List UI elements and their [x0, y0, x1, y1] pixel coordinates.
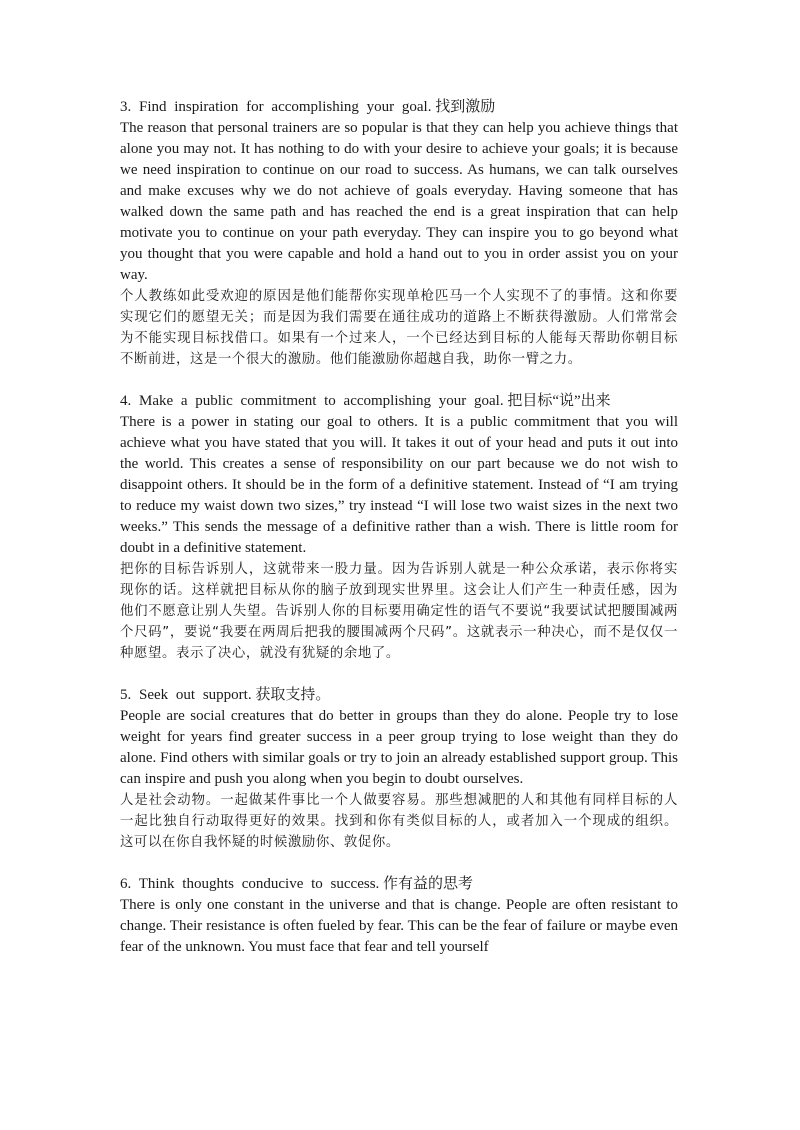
section-heading — [120, 97, 678, 118]
heading-english: 5. Seek out support. — [120, 687, 252, 703]
section-6 — [120, 874, 678, 958]
section-heading — [120, 391, 678, 412]
heading-english: 4. Make a public commitment to accomplishing your goal. — [120, 393, 504, 409]
chinese-paragraph: 人是社会动物。一起做某件事比一个人做要容易。那些想减肥的人和其他有同样目标的人一起比独自行动取得更好的效果。找到和你有类似目标的人，或者加入一个现成的组织。这可以在你自我怀疑的时候激励你、敦促你。 — [120, 793, 678, 850]
heading-english: 3. Find inspiration for accomplishing your goal. — [120, 99, 432, 115]
section-4 — [120, 391, 678, 664]
section-3 — [120, 97, 678, 370]
heading-chinese: 找到激励 — [435, 99, 496, 115]
chinese-paragraph: 个人教练如此受欢迎的原因是他们能帮你实现单枪匹马一个人实现不了的事情。这和你要实现它们的愿望无关；而是因为我们需要在通往成功的道路上不断获得激励。人们常常会为不能实现目标找借口。如果有一个过来人，一个已经达到目标的人能每天帮助你朝目标不断前进，这是一个很大的激励。他们能激励你超越自我，助你一臂之力。 — [120, 289, 678, 367]
document-body — [120, 97, 678, 979]
heading-chinese: 作有益的思考 — [383, 876, 474, 892]
heading-english: 6. Think thoughts conducive to success. — [120, 876, 380, 892]
english-paragraph: The reason that personal trainers are so popular is that they can help you achieve things that alone you may not. It has nothing to do with your desire to achieve your goals; it is because we need inspiration to continue on our road to success. As humans, we can talk ourselves and make excuses why we do not achieve of goals everyday. Having someone that has walked down the same path and has reached the end is a great inspiration that can help motivate you to continue on your path everyday. They can inspire you to go beyond what you thought that you were capable and hold a hand out to you in order assist you on your way. — [120, 120, 678, 283]
heading-chinese: 获取支持。 — [255, 687, 331, 703]
section-5 — [120, 685, 678, 853]
english-paragraph: People are social creatures that do better in groups than they do alone. People try to lose weight for years find greater success in a peer group trying to lose weight than they do alone. Find others with similar goals or try to join an already established support group. This can inspire and push you along when you begin to doubt ourselves. — [120, 708, 678, 787]
heading-chinese: 把目标“说”出来 — [507, 393, 611, 409]
section-heading — [120, 685, 678, 706]
english-paragraph: There is only one constant in the universe and that is change. People are often resistant to change. Their resistance is often fueled by fear. This can be the fear of failure or maybe even fear of the unknown. You must face that fear and tell yourself — [120, 897, 678, 955]
section-heading — [120, 874, 678, 895]
english-paragraph: There is a power in stating our goal to others. It is a public commitment that you will achieve what you have stated that you will. It takes it out of your head and puts it out into the world. This creates a sense of responsibility on our part because we do not wish to disappoint others. It should be in the form of a definitive statement. Instead of “I am trying to reduce my waist down two sizes,” try instead “I will lose two waist sizes in the next two weeks.” This sends the message of a definitive rather than a wish. There is little room for doubt in a definitive statement. — [120, 414, 678, 556]
chinese-paragraph: 把你的目标告诉别人，这就带来一股力量。因为告诉别人就是一种公众承诺，表示你将实现你的话。这样就把目标从你的脑子放到现实世界里。这会让人们产生一种责任感，因为他们不愿意让别人失望。告诉别人你的目标要用确定性的语气不要说“我要试试把腰围减两个尺码”，要说“我要在两周后把我的腰围减两个尺码”。这就表示一种决心，而不是仅仅一种愿望。表示了决心，就没有犹疑的余地了。 — [120, 562, 678, 661]
